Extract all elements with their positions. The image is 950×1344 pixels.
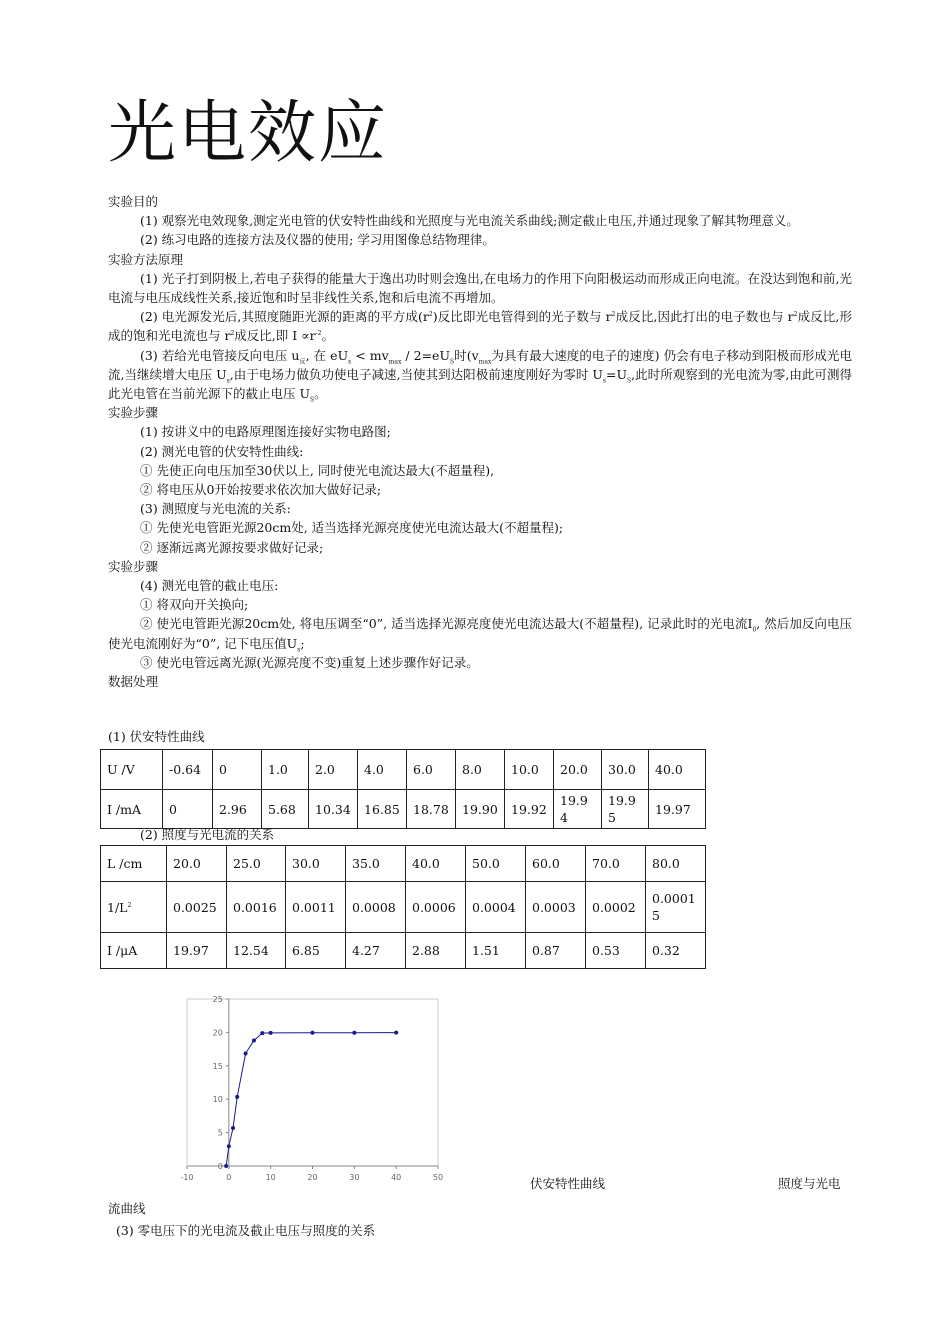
table-cell: 19.94 bbox=[554, 790, 602, 829]
table-cell: 5.68 bbox=[262, 790, 309, 829]
table-cell: 0.0025 bbox=[167, 882, 227, 933]
table-cell: 0.87 bbox=[526, 933, 586, 969]
table-cell: 0.0003 bbox=[526, 882, 586, 933]
data-point bbox=[394, 1031, 398, 1035]
table-cell: 4.0 bbox=[358, 750, 407, 790]
purpose-item-1: (1) 观察光电效现象,测定光电管的伏安特性曲线和光照度与光电流关系曲线;测定截止电压,并通过现象了解其物理意义。 bbox=[140, 213, 799, 229]
step-line: ② 使光电管距光源20cm处, 将电压调至“0”, 适当选择光源亮度使光电流达最大(不超量程), 记录此时的光电流$I_0$, 然后加反向电压使光电流刚好为“0”, 记下电压值$U_s$; bbox=[108, 616, 853, 654]
step-line: ① 先使正向电压加至30伏以上, 同时使光电流达最大(不超量程), bbox=[140, 462, 495, 478]
step-line: (4) 测光电管的截止电压: bbox=[140, 578, 279, 594]
table-cell: 20.0 bbox=[167, 846, 227, 882]
y-tick-label: 5 bbox=[217, 1128, 223, 1138]
row-label: $1/L^2$ bbox=[101, 882, 167, 933]
section-heading-data: 数据处理 bbox=[108, 674, 159, 690]
table-cell: 0.32 bbox=[646, 933, 706, 969]
y-tick-label: 20 bbox=[212, 1028, 223, 1038]
x-tick-label: 0 bbox=[226, 1173, 232, 1182]
table-cell: 19.95 bbox=[602, 790, 649, 829]
table-cell: 60.0 bbox=[526, 846, 586, 882]
section-heading-steps-2: 实验步骤 bbox=[108, 558, 159, 574]
table2-title: (2) 照度与光电流的关系 bbox=[140, 827, 275, 842]
principle-item-3: (3) 若给光电管接反向电压 $u_反$, 在 $eU_s < mv_{max} / 2=eU_S$时($v_{max}$为具有最大速度的电子的速度) 仍会有电子移动到阳极而形成光电流,当继续增大电压 $U_s$,由于电场力做负功使电子减速,当使其到达阳极前速度刚好为零时 $U_s=U_S$,此时所观察到的光电流为零,由此可测得此光电管在当前光源下的截止电压 $U_S$。 bbox=[108, 347, 852, 404]
x-tick-label: 30 bbox=[349, 1173, 360, 1182]
principle-item-1: (1) 光子打到阴极上,若电子获得的能量大于逸出功时则会逸出,在电场力的作用下向阳极运动而形成正向电流。在没达到饱和前,光电流与电压成线性关系,接近饱和时呈非线性关系,饱和后电流不再增加。 bbox=[108, 270, 852, 306]
table-cell: 0.53 bbox=[586, 933, 646, 969]
table-cell: 50.0 bbox=[466, 846, 526, 882]
table-cell: 10.0 bbox=[505, 750, 554, 790]
table-row bbox=[101, 750, 706, 790]
table-cell: 10.34 bbox=[309, 790, 358, 829]
table-cell: 4.27 bbox=[346, 933, 406, 969]
row-label: I /mA bbox=[101, 790, 163, 829]
table-cell: 8.0 bbox=[456, 750, 505, 790]
step-line: (2) 测光电管的伏安特性曲线: bbox=[140, 443, 304, 459]
table-cell: 1.51 bbox=[466, 933, 526, 969]
x-tick-label: 10 bbox=[265, 1173, 276, 1182]
caption-iv-curve: 伏安特性曲线 bbox=[530, 1176, 606, 1191]
document-body bbox=[108, 192, 852, 691]
page-title: 光电效应 bbox=[108, 94, 389, 173]
principle-item-2: (2) 电光源发光后,其照度随距光源的距离的平方成$(r^2)$反比即光电管得到的光子数与 $r^2$成反比,因此打出的电子数也与 $r^2$成反比,形成的饱和光电流也与 $r^2$成反比,即 $I \propto r^{-2}$。 bbox=[108, 309, 852, 344]
x-tick-label: -10 bbox=[180, 1173, 194, 1182]
table-cell: -0.64 bbox=[163, 750, 213, 790]
x-tick-label: 50 bbox=[432, 1173, 444, 1182]
table-cell: 2.0 bbox=[309, 750, 358, 790]
iv-chart bbox=[130, 990, 460, 1190]
data-point bbox=[227, 1144, 231, 1148]
data-point bbox=[352, 1031, 356, 1035]
table-cell: 35.0 bbox=[346, 846, 406, 882]
row-label: U /V bbox=[101, 750, 163, 790]
y-tick-label: 15 bbox=[212, 1061, 223, 1071]
step-line: ② 逐渐远离光源按要求做好记录; bbox=[140, 539, 324, 555]
caption-illuminance-curve-cont: 流曲线 bbox=[108, 1201, 146, 1216]
chart-series bbox=[224, 1031, 398, 1168]
table-cell: 19.97 bbox=[649, 790, 706, 829]
table-cell: 40.0 bbox=[649, 750, 706, 790]
table-cell: 18.78 bbox=[407, 790, 456, 829]
row-label: I /μA bbox=[101, 933, 167, 969]
step-line: (3) 测照度与光电流的关系: bbox=[140, 501, 291, 517]
table-cell: 0.0006 bbox=[406, 882, 466, 933]
data-point bbox=[260, 1031, 264, 1035]
iv-table bbox=[100, 749, 706, 829]
table-cell: 6.85 bbox=[286, 933, 346, 969]
section-heading-purpose: 实验目的 bbox=[108, 194, 159, 209]
data-point bbox=[231, 1126, 235, 1130]
step-line: ① 先使光电管距光源20cm处, 适当选择光源亮度使光电流达最大(不超量程); bbox=[140, 520, 564, 536]
table-cell: 6.0 bbox=[407, 750, 456, 790]
chart-axes bbox=[187, 999, 438, 1166]
table-cell: 30.0 bbox=[602, 750, 649, 790]
caption-illuminance-curve: 照度与光电 bbox=[778, 1176, 841, 1191]
data-point bbox=[244, 1051, 248, 1055]
section-heading-steps: 实验步骤 bbox=[108, 405, 159, 421]
data-point bbox=[311, 1031, 315, 1035]
table-cell: 0.0011 bbox=[286, 882, 346, 933]
x-tick-label: 20 bbox=[307, 1173, 318, 1182]
table-cell: 0.00015 bbox=[646, 882, 706, 933]
data-point bbox=[252, 1039, 256, 1043]
step-line: (1) 按讲义中的电路原理图连接好实物电路图; bbox=[140, 424, 391, 440]
table-cell: 12.54 bbox=[227, 933, 286, 969]
table-row bbox=[101, 846, 706, 882]
data-point bbox=[224, 1164, 228, 1168]
row-label: L /cm bbox=[101, 846, 167, 882]
table-cell: 19.97 bbox=[167, 933, 227, 969]
section-heading-principle: 实验方法原理 bbox=[108, 251, 184, 267]
step-line: ① 将双向开关换向; bbox=[140, 597, 249, 613]
table-cell: 19.90 bbox=[456, 790, 505, 829]
table3-title: (3) 零电压下的光电流及截止电压与照度的关系 bbox=[116, 1223, 376, 1238]
table-cell: 0.0016 bbox=[227, 882, 286, 933]
table-cell: 0.0008 bbox=[346, 882, 406, 933]
table-cell: 40.0 bbox=[406, 846, 466, 882]
table-cell: 1.0 bbox=[262, 750, 309, 790]
table-cell: 80.0 bbox=[646, 846, 706, 882]
table-cell: 19.92 bbox=[505, 790, 554, 829]
y-tick-label: 25 bbox=[212, 995, 223, 1004]
table1-title: (1) 伏安特性曲线 bbox=[108, 729, 205, 744]
y-tick-label: 10 bbox=[212, 1095, 223, 1105]
step-line: ② 将电压从0开始按要求依次加大做好记录; bbox=[140, 482, 382, 498]
table-cell: 0.0004 bbox=[466, 882, 526, 933]
table-cell: 2.96 bbox=[213, 790, 262, 829]
table-row bbox=[101, 790, 706, 829]
table-cell: 70.0 bbox=[586, 846, 646, 882]
table-cell: 0 bbox=[163, 790, 213, 829]
purpose-item-2: (2) 练习电路的连接方法及仪器的使用; 学习用图像总结物理律。 bbox=[140, 232, 495, 248]
chart-ticks bbox=[180, 995, 443, 1182]
step-line: ③ 使光电管远离光源(光源亮度不变)重复上述步骤作好记录。 bbox=[140, 654, 479, 670]
y-tick-label: 0 bbox=[217, 1162, 223, 1171]
table-cell: 0 bbox=[213, 750, 262, 790]
table-cell: 20.0 bbox=[554, 750, 602, 790]
x-tick-label: 40 bbox=[391, 1173, 402, 1182]
table-cell: 2.88 bbox=[406, 933, 466, 969]
data-point bbox=[269, 1031, 273, 1035]
table-cell: 16.85 bbox=[358, 790, 407, 829]
table-row bbox=[101, 882, 706, 933]
table-cell: 30.0 bbox=[286, 846, 346, 882]
table-row bbox=[101, 933, 706, 969]
data-point bbox=[235, 1095, 239, 1099]
series-line bbox=[226, 1033, 396, 1166]
plot-area bbox=[187, 999, 438, 1166]
table-cell: 0.0002 bbox=[586, 882, 646, 933]
illuminance-table bbox=[100, 845, 706, 969]
table-cell: 25.0 bbox=[227, 846, 286, 882]
